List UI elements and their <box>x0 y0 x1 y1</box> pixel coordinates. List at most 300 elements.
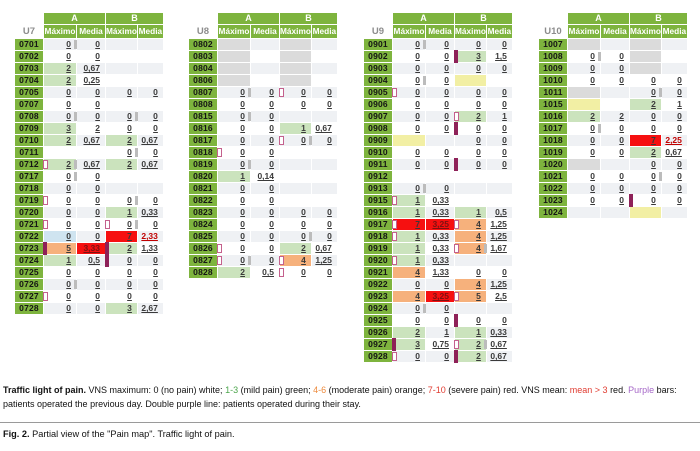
value-link[interactable]: 0 <box>127 195 132 205</box>
value-link[interactable]: 0,33 <box>432 207 449 217</box>
value-link[interactable]: 1 <box>677 99 682 109</box>
value-link[interactable]: 3,25 <box>432 219 449 229</box>
value-link[interactable]: 0 <box>95 279 100 289</box>
value-link[interactable]: 1 <box>415 195 420 205</box>
value-link[interactable]: 0,67 <box>83 63 100 73</box>
value-link[interactable]: 0 <box>415 63 420 73</box>
value-link[interactable]: 3 <box>476 51 481 61</box>
value-link[interactable]: 0 <box>444 351 449 361</box>
value-link[interactable]: 4 <box>415 291 420 301</box>
value-link[interactable]: 0 <box>476 87 481 97</box>
value-link[interactable]: 0,67 <box>490 351 507 361</box>
value-link[interactable]: 2,33 <box>141 231 158 241</box>
value-link[interactable]: 0 <box>415 159 420 169</box>
value-link[interactable]: 0 <box>301 219 306 229</box>
value-link[interactable]: 0 <box>651 183 656 193</box>
value-link[interactable]: 0 <box>240 159 245 169</box>
value-link[interactable]: 0 <box>444 99 449 109</box>
value-link[interactable]: 0 <box>240 135 245 145</box>
value-link[interactable]: 0 <box>66 87 71 97</box>
value-link[interactable]: 4 <box>476 231 481 241</box>
value-link[interactable]: 0 <box>95 171 100 181</box>
value-link[interactable]: 0,5 <box>88 255 100 265</box>
value-link[interactable]: 0 <box>240 111 245 121</box>
value-link[interactable]: 0 <box>269 87 274 97</box>
value-link[interactable]: 0 <box>677 159 682 169</box>
cell-u10-1009-b-media <box>662 63 687 74</box>
value-link[interactable]: 0 <box>444 63 449 73</box>
value-link[interactable]: 0 <box>619 171 624 181</box>
value-link[interactable]: 0 <box>327 87 332 97</box>
value-link[interactable]: 0 <box>66 219 71 229</box>
value-link[interactable]: 0 <box>301 135 306 145</box>
value-link[interactable]: 0 <box>301 231 306 241</box>
value-link[interactable]: 1 <box>476 327 481 337</box>
value-link[interactable]: 0,67 <box>83 159 100 169</box>
value-link[interactable]: 0 <box>240 87 245 97</box>
row-label: 0826 <box>189 243 217 254</box>
value-link[interactable]: 0 <box>95 87 100 97</box>
value-link[interactable]: 0 <box>240 219 245 229</box>
value-link[interactable]: 0 <box>327 207 332 217</box>
cell-u9-0921-a-media <box>426 267 454 278</box>
value-link[interactable]: 0 <box>415 51 420 61</box>
value-link[interactable]: 0 <box>301 207 306 217</box>
value-link[interactable]: 0 <box>240 243 245 253</box>
value-link[interactable]: 0 <box>95 231 100 241</box>
cell-u9-0903-a-media <box>426 63 454 74</box>
value-link[interactable]: 0 <box>66 267 71 277</box>
value-link[interactable]: 4 <box>476 219 481 229</box>
value-link[interactable]: 1 <box>301 123 306 133</box>
value-link[interactable]: 0 <box>502 315 507 325</box>
value-link[interactable]: 0 <box>415 75 420 85</box>
value-link[interactable]: 0 <box>651 111 656 121</box>
value-link[interactable]: 0 <box>269 135 274 145</box>
value-link[interactable]: 1 <box>415 231 420 241</box>
value-link[interactable]: 0 <box>127 267 132 277</box>
value-link[interactable]: 0 <box>66 195 71 205</box>
value-link[interactable]: 2 <box>415 327 420 337</box>
cell-u7-0717-a-media <box>77 171 105 182</box>
value-link[interactable]: 0 <box>415 351 420 361</box>
value-link[interactable]: 0 <box>502 147 507 157</box>
value-link[interactable]: 2 <box>301 243 306 253</box>
value-link[interactable]: 0,67 <box>490 339 507 349</box>
value-link[interactable]: 0,33 <box>432 231 449 241</box>
value-link[interactable]: 1 <box>415 255 420 265</box>
value-link[interactable]: 0 <box>651 75 656 85</box>
value-link[interactable]: 0 <box>95 111 100 121</box>
value-link[interactable]: 0 <box>240 147 245 157</box>
value-link[interactable]: 0 <box>66 171 71 181</box>
value-link[interactable]: 0 <box>153 111 158 121</box>
value-link[interactable]: 2 <box>590 111 595 121</box>
value-link[interactable]: 0 <box>240 255 245 265</box>
value-link[interactable]: 0 <box>502 99 507 109</box>
value-link[interactable]: 1,25 <box>490 231 507 241</box>
value-link[interactable]: 0 <box>476 147 481 157</box>
cell-u7-0720-b-maximo <box>106 207 137 218</box>
value-link[interactable]: 0 <box>502 63 507 73</box>
value-link[interactable]: 4 <box>415 267 420 277</box>
value-link[interactable]: 0 <box>127 219 132 229</box>
value-link[interactable]: 0 <box>590 195 595 205</box>
value-link[interactable]: 1,67 <box>490 243 507 253</box>
value-link[interactable]: 0 <box>651 87 656 97</box>
value-link[interactable]: 0 <box>269 207 274 217</box>
value-link[interactable]: 3,25 <box>432 291 449 301</box>
value-link[interactable]: 2 <box>127 135 132 145</box>
value-link[interactable]: 0 <box>415 123 420 133</box>
value-link[interactable]: 1 <box>127 207 132 217</box>
value-link[interactable]: 0 <box>444 111 449 121</box>
value-link[interactable]: 1 <box>66 255 71 265</box>
value-link[interactable]: 0 <box>476 99 481 109</box>
value-link[interactable]: 0 <box>327 99 332 109</box>
value-link[interactable]: 0 <box>651 171 656 181</box>
value-link[interactable]: 0 <box>619 51 624 61</box>
value-link[interactable]: 0 <box>476 135 481 145</box>
value-link[interactable]: 0 <box>444 315 449 325</box>
value-link[interactable]: 1 <box>476 207 481 217</box>
value-link[interactable]: 1 <box>415 207 420 217</box>
value-link[interactable]: 0 <box>415 87 420 97</box>
value-link[interactable]: 0 <box>590 135 595 145</box>
purple-outline-marker <box>43 220 48 229</box>
value-link[interactable]: 0 <box>677 111 682 121</box>
row-label: 1011 <box>539 87 567 98</box>
cell-u10-1009-b-maximo <box>630 63 661 74</box>
value-link[interactable]: 1,25 <box>490 219 507 229</box>
value-link[interactable]: 3 <box>127 303 132 313</box>
value-link[interactable]: 0 <box>66 39 71 49</box>
value-link[interactable]: 0 <box>240 207 245 217</box>
value-link[interactable]: 0 <box>153 87 158 97</box>
value-link[interactable]: 0,33 <box>432 243 449 253</box>
value-link[interactable]: 0 <box>677 75 682 85</box>
value-link[interactable]: 4 <box>476 279 481 289</box>
value-link[interactable]: 2 <box>476 111 481 121</box>
value-link[interactable]: 0 <box>327 219 332 229</box>
value-link[interactable]: 2 <box>651 147 656 157</box>
cell-u8-0816-a-media <box>251 123 279 134</box>
value-link[interactable]: 0 <box>444 39 449 49</box>
value-link[interactable]: 0 <box>502 87 507 97</box>
value-link[interactable]: 0 <box>269 147 274 157</box>
value-link[interactable]: 0 <box>476 123 481 133</box>
value-link[interactable]: 0 <box>95 303 100 313</box>
cell-u9-0923-b-maximo <box>455 291 486 302</box>
value-link[interactable]: 0 <box>95 207 100 217</box>
value-link[interactable]: 0 <box>153 195 158 205</box>
value-link[interactable]: 0 <box>590 63 595 73</box>
value-link[interactable]: 0 <box>240 99 245 109</box>
row-label: 0702 <box>15 51 43 62</box>
value-link[interactable]: 2 <box>127 243 132 253</box>
value-link[interactable]: 0 <box>66 207 71 217</box>
value-link[interactable]: 0 <box>127 87 132 97</box>
value-link[interactable]: 0 <box>327 267 332 277</box>
value-link[interactable]: 1 <box>502 111 507 121</box>
value-link[interactable]: 0 <box>619 195 624 205</box>
value-link[interactable]: 0 <box>269 183 274 193</box>
value-link[interactable]: 2,5 <box>495 291 507 301</box>
value-link[interactable]: 0,67 <box>315 243 332 253</box>
cell-u7-0704-b-media <box>138 75 163 86</box>
value-link[interactable]: 0 <box>269 243 274 253</box>
value-link[interactable]: 0 <box>66 111 71 121</box>
value-link[interactable]: 0 <box>153 291 158 301</box>
cell-u9-0926-a-media <box>426 327 454 338</box>
cell-u8-0828-a-media <box>251 267 279 278</box>
value-link[interactable]: 0 <box>651 123 656 133</box>
value-link[interactable]: 0 <box>444 183 449 193</box>
value-link[interactable]: 0 <box>415 279 420 289</box>
value-link[interactable]: 0 <box>619 63 624 73</box>
value-link[interactable]: 0 <box>153 267 158 277</box>
value-link[interactable]: 0,33 <box>432 195 449 205</box>
value-link[interactable]: 0 <box>415 39 420 49</box>
purple-outline-marker <box>279 268 284 277</box>
cell-u8-0826-b-maximo <box>280 243 311 254</box>
value-link[interactable]: 0 <box>66 51 71 61</box>
value-link[interactable]: 0,75 <box>432 339 449 349</box>
value-link[interactable]: 0 <box>153 147 158 157</box>
value-link[interactable]: 0 <box>502 39 507 49</box>
value-link[interactable]: 0 <box>269 111 274 121</box>
value-link[interactable]: 2 <box>619 111 624 121</box>
cell-u7-0703-a-maximo <box>44 63 76 74</box>
value-link[interactable]: 0 <box>619 183 624 193</box>
value-link[interactable]: 3 <box>415 339 420 349</box>
value-link[interactable]: 0,33 <box>490 327 507 337</box>
cell-u10-1019-b-maximo <box>630 147 661 158</box>
value-link[interactable]: 0 <box>651 159 656 169</box>
value-link[interactable]: 0 <box>269 123 274 133</box>
value-link[interactable]: 0,33 <box>432 255 449 265</box>
value-link[interactable]: 0 <box>269 195 274 205</box>
cell-u8-0807-a-maximo <box>218 87 250 98</box>
value-link[interactable]: 0 <box>444 147 449 157</box>
value-link[interactable]: 0 <box>301 87 306 97</box>
value-link[interactable]: 1,25 <box>315 255 332 265</box>
value-link[interactable]: 2,67 <box>141 303 158 313</box>
value-link[interactable]: 0,14 <box>257 171 274 181</box>
value-link[interactable]: 0 <box>127 111 132 121</box>
value-link[interactable]: 3,33 <box>83 243 100 253</box>
value-link[interactable]: 0 <box>327 135 332 145</box>
value-link[interactable]: 0 <box>444 279 449 289</box>
value-link[interactable]: 1,5 <box>495 51 507 61</box>
value-link[interactable]: 0,67 <box>141 135 158 145</box>
value-link[interactable]: 0 <box>444 87 449 97</box>
value-link[interactable]: 0 <box>95 51 100 61</box>
row-label: 0910 <box>364 147 392 158</box>
row-label: 0701 <box>15 39 43 50</box>
value-link[interactable]: 2 <box>476 351 481 361</box>
value-link[interactable]: 0 <box>476 267 481 277</box>
cell-u9-0909-a-maximo <box>393 135 425 146</box>
value-link[interactable]: 4 <box>476 243 481 253</box>
value-link[interactable]: 0 <box>590 171 595 181</box>
value-link[interactable]: 0 <box>651 195 656 205</box>
value-link[interactable]: 7 <box>651 135 656 145</box>
value-link[interactable]: 0 <box>240 183 245 193</box>
row-label: 0718 <box>15 183 43 194</box>
value-link[interactable]: 2 <box>476 339 481 349</box>
value-link[interactable]: 0 <box>590 183 595 193</box>
value-link[interactable]: 0 <box>153 219 158 229</box>
value-link[interactable]: 0 <box>502 159 507 169</box>
value-link[interactable]: 0 <box>476 159 481 169</box>
value-link[interactable]: 0 <box>66 99 71 109</box>
value-link[interactable]: 0 <box>502 135 507 145</box>
value-link[interactable]: 0 <box>415 147 420 157</box>
value-link[interactable]: 0 <box>153 255 158 265</box>
value-link[interactable]: 1 <box>240 171 245 181</box>
value-link[interactable]: 0 <box>415 303 420 313</box>
value-link[interactable]: 2 <box>127 159 132 169</box>
value-link[interactable]: 0,67 <box>141 159 158 169</box>
value-link[interactable]: 0 <box>444 123 449 133</box>
value-link[interactable]: 0 <box>127 147 132 157</box>
value-link[interactable]: 0 <box>127 123 132 133</box>
value-link[interactable]: 0 <box>444 303 449 313</box>
cell-u9-0907-a-media <box>426 111 454 122</box>
value-link[interactable]: 0 <box>677 87 682 97</box>
value-link[interactable]: 0 <box>127 255 132 265</box>
value-link[interactable]: 0 <box>240 123 245 133</box>
purple-outline-marker <box>217 148 222 157</box>
purple-bar <box>43 242 47 255</box>
value-link[interactable]: 0 <box>153 123 158 133</box>
value-link[interactable]: 5 <box>476 291 481 301</box>
value-link[interactable]: 0 <box>476 63 481 73</box>
value-link[interactable]: 0 <box>95 99 100 109</box>
value-link[interactable]: 0 <box>95 219 100 229</box>
value-link[interactable]: 0 <box>677 123 682 133</box>
cell-u9-0901-b-maximo <box>455 39 486 50</box>
value-link[interactable]: 0 <box>269 159 274 169</box>
value-link[interactable]: 0,33 <box>141 207 158 217</box>
value-link[interactable]: 0 <box>240 231 245 241</box>
value-link[interactable]: 1 <box>415 243 420 253</box>
value-link[interactable]: 0 <box>677 171 682 181</box>
value-link[interactable]: 0 <box>476 39 481 49</box>
value-link[interactable]: 0 <box>502 267 507 277</box>
value-link[interactable]: 0 <box>269 231 274 241</box>
value-link[interactable]: 0 <box>95 267 100 277</box>
cell-u9-0928-b-maximo <box>455 351 486 362</box>
value-link[interactable]: 0 <box>66 183 71 193</box>
value-link[interactable]: 0 <box>444 51 449 61</box>
value-link[interactable]: 1,25 <box>490 279 507 289</box>
value-link[interactable]: 0 <box>590 147 595 157</box>
value-link[interactable]: 0 <box>619 75 624 85</box>
value-link[interactable]: 0 <box>127 291 132 301</box>
value-link[interactable]: 0 <box>502 123 507 133</box>
value-link[interactable]: 1,33 <box>432 267 449 277</box>
value-link[interactable]: 0 <box>476 315 481 325</box>
value-link[interactable]: 0 <box>327 231 332 241</box>
value-link[interactable]: 0 <box>66 231 71 241</box>
value-link[interactable]: 0,67 <box>83 135 100 145</box>
value-link[interactable]: 4 <box>301 255 306 265</box>
cell-u7-0722-b-media <box>138 231 163 242</box>
value-link[interactable]: 0 <box>677 183 682 193</box>
value-link[interactable]: 0 <box>66 303 71 313</box>
value-link[interactable]: 3 <box>66 123 71 133</box>
value-link[interactable]: 2 <box>95 123 100 133</box>
value-link[interactable]: 0 <box>590 123 595 133</box>
value-link[interactable]: 0,5 <box>495 207 507 217</box>
value-link[interactable]: 0,67 <box>665 147 682 157</box>
value-link[interactable]: 0,5 <box>262 267 274 277</box>
value-link[interactable]: 0 <box>269 99 274 109</box>
value-link[interactable]: 0 <box>619 123 624 133</box>
value-link[interactable]: 0 <box>677 195 682 205</box>
value-link[interactable]: 2,25 <box>665 135 682 145</box>
column-header-a-media: Media <box>601 25 629 38</box>
value-link[interactable]: 7 <box>127 231 132 241</box>
value-link[interactable]: 2 <box>651 99 656 109</box>
value-link[interactable]: 2 <box>66 63 71 73</box>
value-link[interactable]: 2 <box>66 135 71 145</box>
value-link[interactable]: 0,25 <box>83 75 100 85</box>
cell-u9-0916-a-maximo <box>393 207 425 218</box>
value-link[interactable]: 2 <box>240 267 245 277</box>
value-link[interactable]: 0 <box>619 147 624 157</box>
cell-u8-0806-b-media <box>312 75 337 86</box>
legend-text <box>3 384 697 412</box>
value-link[interactable]: 5 <box>66 243 71 253</box>
value-link[interactable]: 0 <box>269 255 274 265</box>
value-link[interactable]: 0 <box>301 267 306 277</box>
value-link[interactable]: 0 <box>95 39 100 49</box>
value-link[interactable]: 0 <box>444 159 449 169</box>
value-link[interactable]: 0 <box>415 315 420 325</box>
value-link[interactable]: 1 <box>444 327 449 337</box>
value-link[interactable]: 0 <box>301 99 306 109</box>
value-link[interactable]: 0 <box>415 183 420 193</box>
value-link[interactable]: 0 <box>240 195 245 205</box>
value-link[interactable]: 0 <box>590 51 595 61</box>
value-link[interactable]: 0 <box>66 291 71 301</box>
value-link[interactable]: 0 <box>95 183 100 193</box>
purple-outline-marker <box>392 232 397 241</box>
value-link[interactable]: 0 <box>95 291 100 301</box>
cell-u9-0910-b-media <box>487 147 512 158</box>
value-link[interactable]: 0 <box>590 75 595 85</box>
cell-u7-0728-b-media <box>138 303 163 314</box>
value-link[interactable]: 0 <box>269 219 274 229</box>
value-link[interactable]: 0 <box>444 75 449 85</box>
value-link[interactable]: 2 <box>66 75 71 85</box>
cell-u7-0704-b-maximo <box>106 75 137 86</box>
value-link[interactable]: 0,67 <box>315 123 332 133</box>
value-link[interactable]: 0 <box>95 195 100 205</box>
value-link[interactable]: 0 <box>415 111 420 121</box>
value-link[interactable]: 0 <box>153 279 158 289</box>
value-link[interactable]: 0 <box>415 99 420 109</box>
value-link[interactable]: 0 <box>127 279 132 289</box>
value-link[interactable]: 7 <box>415 219 420 229</box>
value-link[interactable]: 0 <box>66 279 71 289</box>
value-link[interactable]: 1,33 <box>141 243 158 253</box>
value-link[interactable]: 0 <box>619 135 624 145</box>
value-link[interactable]: 2 <box>66 159 71 169</box>
